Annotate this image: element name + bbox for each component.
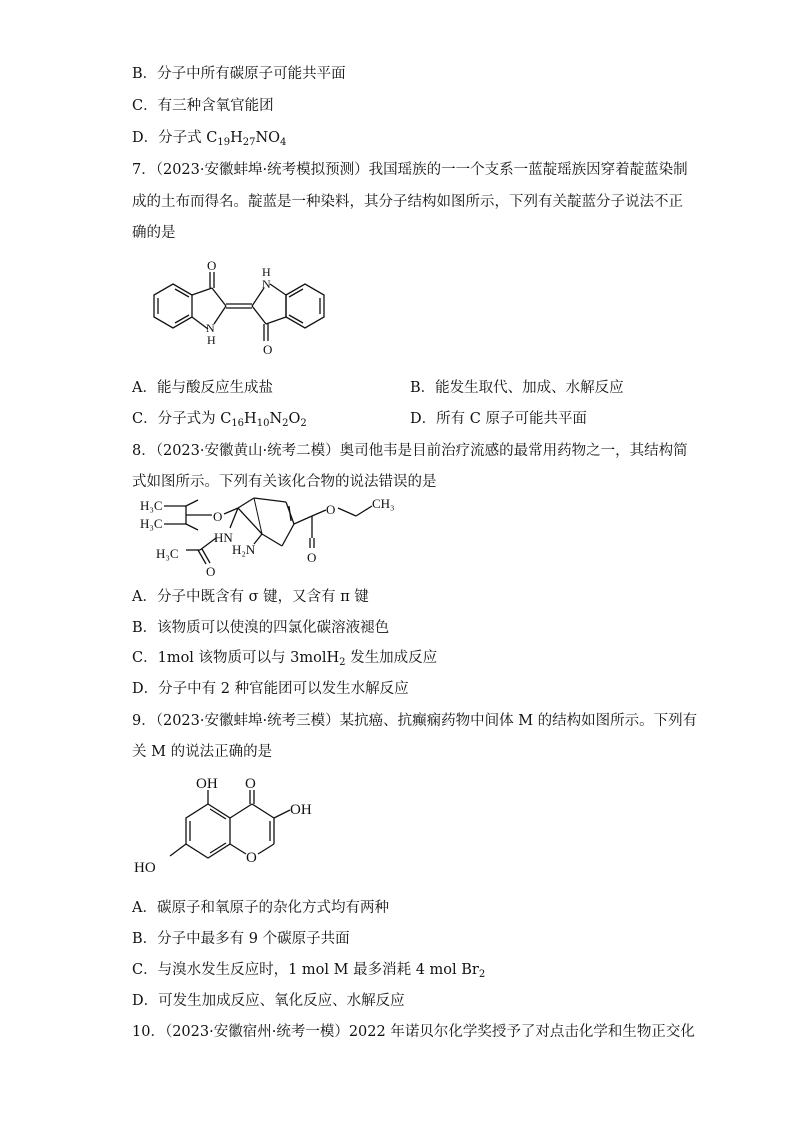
h3c-label: H₃C (140, 498, 163, 513)
q8-stem-line1: 8．（2023·安徽黄山·统考二模）奥司他韦是目前治疗流感的最常用药物之一，其结构简 (132, 443, 688, 459)
ch3-label: CH₃ (372, 496, 395, 511)
q7-option-a: A．能与酸反应生成盐 (132, 380, 273, 396)
oseltamivir-structure (134, 494, 404, 580)
o-label: O (307, 550, 317, 565)
o-label: O (263, 342, 273, 357)
q9-option-c: C．与溴水发生反应时，1 mol M 最多消耗 4 mol $Br_2$ (132, 962, 486, 980)
q9-stem-line1: 9．（2023·安徽蚌埠·统考三模）某抗癌、抗癫痫药物中间体 M 的结构如图所示。下列有 (132, 713, 698, 729)
o-label: O (326, 502, 336, 517)
q9-option-b: B．分子中最多有 9 个碳原子共面 (132, 931, 350, 947)
o-label: O (246, 850, 257, 866)
q7-option-d: D．所有 C 原子可能共平面 (410, 411, 587, 427)
q9-option-d: D．可发生加成反应、氧化反应、水解反应 (132, 993, 405, 1009)
h-label: H (207, 333, 216, 347)
q9-option-a: A．碳原子和氧原子的杂化方式均有两种 (132, 900, 389, 916)
q7-option-c: C．分子式为 $C_{16}H_{10}N_2O_2$ (132, 411, 307, 429)
h-label: H (262, 265, 271, 279)
q8-option-b: B．该物质可以使溴的四氯化碳溶液褪色 (132, 620, 390, 636)
h3c-label: H₃C (140, 516, 163, 531)
oh-label: OH (196, 776, 218, 792)
q8-stem-line2: 式如图所示。下列有关该化合物的说法错误的是 (132, 474, 437, 490)
n-label: N (206, 321, 215, 335)
q9-stem-line2: 关 M 的说法正确的是 (132, 744, 273, 760)
q6-option-c: C．有三种含氧官能团 (132, 98, 274, 114)
o-label: O (206, 564, 216, 579)
hn-label: HN (214, 530, 233, 545)
ho-label: HO (134, 860, 156, 876)
q8-option-d: D．分子中有 2 种官能团可以发生水解反应 (132, 681, 409, 697)
q8-option-a: A．分子中既含有 σ 键，又含有 π 键 (132, 589, 369, 605)
q7-option-b: B．能发生取代、加成、水解反应 (410, 380, 624, 396)
q7-stem-line3: 确的是 (132, 225, 176, 241)
h2n-label: H₂N (232, 542, 256, 557)
q6-option-d: D．分子式 $C_{19}H_{27}NO_4$ (132, 130, 287, 148)
flavonol-structure (132, 774, 332, 884)
q8-option-c: C．1mol 该物质可以与 3molH$_2$ 发生加成反应 (132, 650, 438, 668)
o-label: O (245, 776, 256, 792)
n-label: N (262, 277, 271, 291)
q10-stem-line1: 10．（2023·安徽宿州·统考一模）2022 年诺贝尔化学奖授予了对点击化学和生物正交化 (132, 1024, 695, 1040)
h3c-label: H₃C (156, 546, 179, 561)
oh-label: OH (290, 802, 312, 818)
o-label: O (213, 509, 223, 524)
q7-stem-line1: 7．（2023·安徽蚌埠·统考模拟预测）我国瑶族的一一个支系一蓝靛瑶族因穿着靛蓝染制 (132, 162, 688, 178)
o-label: O (207, 258, 217, 273)
q7-stem-line2: 成的土布而得名。靛蓝是一种染料，其分子结构如图所示，下列有关靛蓝分子说法不正 (132, 194, 683, 210)
indigo-structure (136, 254, 346, 364)
q6-option-b: B．分子中所有碳原子可能共平面 (132, 66, 346, 82)
